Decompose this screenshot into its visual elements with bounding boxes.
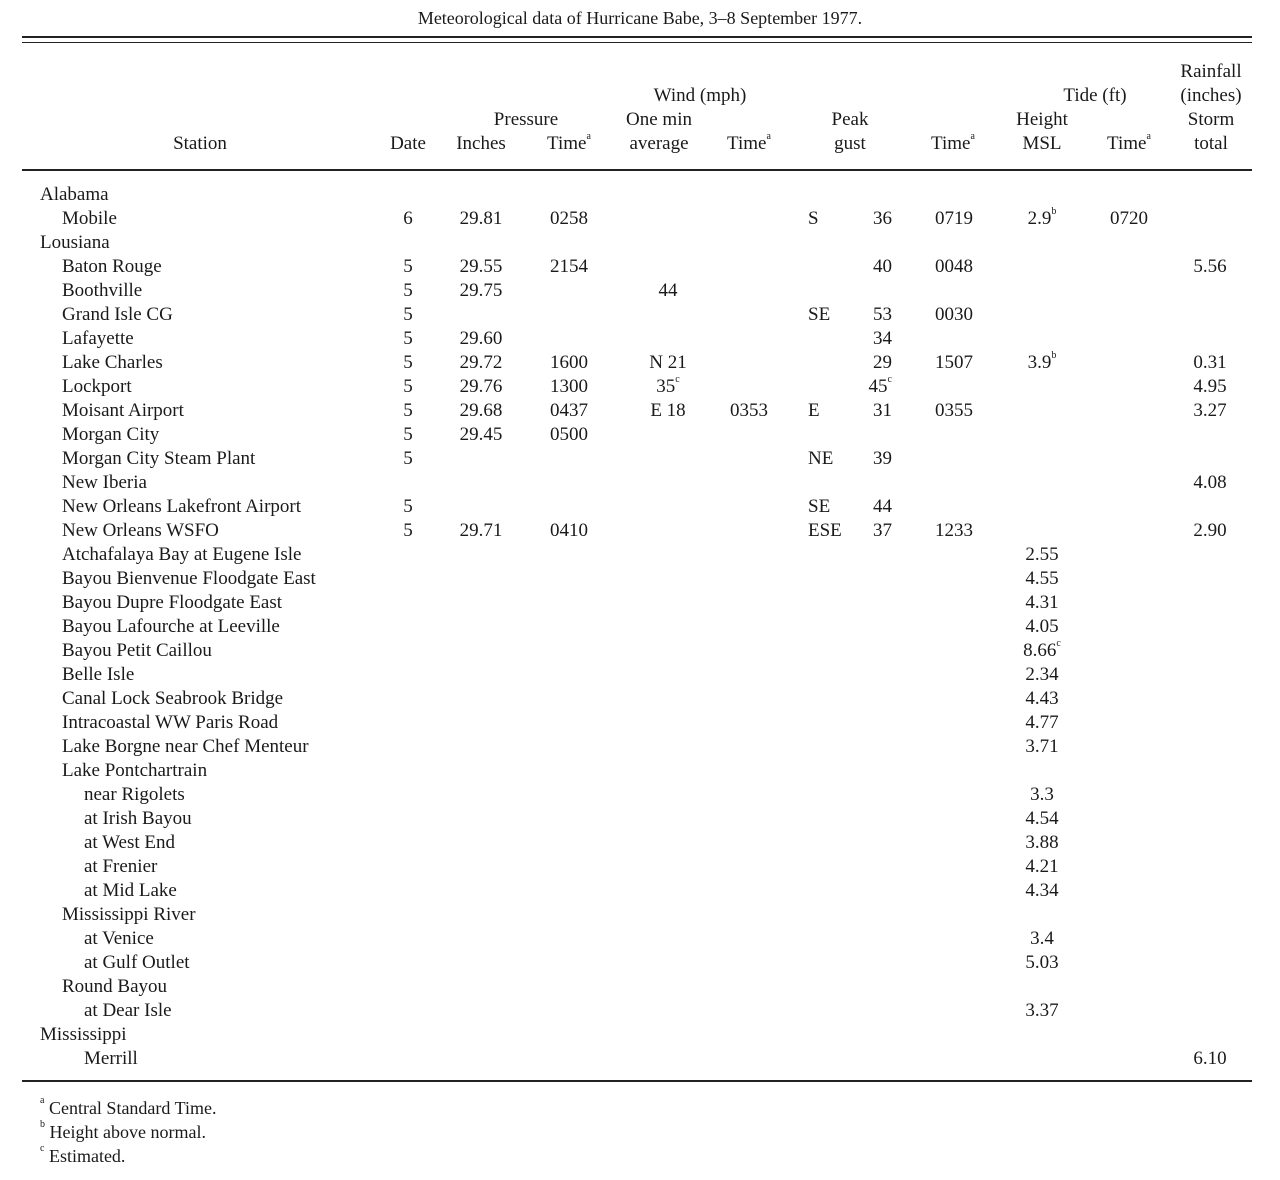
footnotes xyxy=(40,1096,216,1168)
gust-val-cell: 34 xyxy=(873,328,892,349)
footnote: $^b$ Height above normal. xyxy=(40,1119,206,1142)
rain-cell: 4.95 xyxy=(1193,376,1227,397)
station-cell: Belle Isle xyxy=(62,664,135,685)
table-row xyxy=(0,423,1280,447)
wind-cell: E 18 xyxy=(650,400,686,421)
pressure-time-cell: 2154 xyxy=(550,256,588,277)
header-tide-height: Height MSL xyxy=(1016,109,1068,154)
top-rule xyxy=(22,36,1252,38)
table-row xyxy=(0,951,1280,975)
gust-val-cell: 39 xyxy=(873,448,892,469)
table-row xyxy=(0,543,1280,567)
station-cell: Lafayette xyxy=(62,328,134,349)
wind-cell: 44 xyxy=(658,280,678,301)
station-cell: Boothville xyxy=(62,280,143,301)
pressure-time-cell: 0410 xyxy=(550,520,588,541)
tide-cell: 4.54 xyxy=(1025,808,1059,829)
header-wind: Wind (mph) xyxy=(653,85,747,106)
pressure-in-cell: 29.68 xyxy=(459,400,503,421)
rain-cell: 6.10 xyxy=(1193,1048,1227,1069)
station-cell: Canal Lock Seabrook Bridge xyxy=(62,688,284,709)
gust-time-cell: 0355 xyxy=(935,400,973,421)
pressure-in-cell: 29.76 xyxy=(459,376,503,397)
tide-cell: 4.05 xyxy=(1025,616,1059,637)
gust-time-cell: 1507 xyxy=(935,352,973,373)
rain-cell: 2.90 xyxy=(1193,520,1227,541)
header-pressure: Pressure xyxy=(493,109,559,130)
header-wind-average: One min average xyxy=(626,109,692,154)
table-row xyxy=(0,639,1280,663)
station-cell: Alabama xyxy=(40,184,109,205)
rain-cell: 0.31 xyxy=(1193,352,1227,373)
station-cell: Morgan City xyxy=(62,424,160,445)
table-row xyxy=(0,495,1280,519)
tide-cell: 3.71 xyxy=(1025,736,1059,757)
station-cell: Bayou Lafourche at Leeville xyxy=(62,616,280,637)
header-rule xyxy=(22,169,1252,171)
tide-cell: 2.9$^b$ xyxy=(1027,206,1057,229)
date-cell: 5 xyxy=(403,448,413,469)
station-cell: Bayou Petit Caillou xyxy=(62,640,212,661)
pressure-in-cell: 29.81 xyxy=(459,208,503,229)
header-pressure-inches: Inches xyxy=(456,133,506,154)
table-row xyxy=(0,183,1280,207)
gust-dir-cell: E xyxy=(808,400,820,421)
header-gust-time: Time$^a$ xyxy=(931,131,975,154)
table-row xyxy=(0,567,1280,591)
pressure-time-cell: 1300 xyxy=(550,376,588,397)
station-cell: at Mid Lake xyxy=(84,880,177,901)
rain-cell: 5.56 xyxy=(1193,256,1227,277)
header-station: Station xyxy=(173,133,227,154)
date-cell: 5 xyxy=(403,376,413,397)
table-row xyxy=(0,879,1280,903)
pressure-in-cell: 29.72 xyxy=(459,352,503,373)
table-row xyxy=(0,975,1280,999)
tide-cell: 3.37 xyxy=(1025,1000,1059,1021)
date-cell: 5 xyxy=(403,352,413,373)
header-wind-time: Time$^a$ xyxy=(727,131,771,154)
pressure-time-cell: 0258 xyxy=(550,208,588,229)
gust-dir-cell: SE xyxy=(808,496,831,517)
table-row xyxy=(0,759,1280,783)
station-cell: Morgan City Steam Plant xyxy=(62,448,256,469)
pressure-in-cell: 29.45 xyxy=(459,424,503,445)
station-cell: Merrill xyxy=(84,1048,138,1069)
table-row xyxy=(0,207,1280,231)
station-cell: near Rigolets xyxy=(84,784,185,805)
gust-time-cell: 0048 xyxy=(935,256,973,277)
gust-val-cell: 31 xyxy=(873,400,892,421)
table-row xyxy=(0,303,1280,327)
table-row xyxy=(0,327,1280,351)
date-cell: 5 xyxy=(403,304,413,325)
table-row xyxy=(0,783,1280,807)
gust-val-cell: 44 xyxy=(873,496,892,517)
gust-time-cell: 0030 xyxy=(935,304,973,325)
station-cell: Atchafalaya Bay at Eugene Isle xyxy=(62,544,302,565)
gust-time-cell: 0719 xyxy=(935,208,973,229)
gust-dir-cell: ESE xyxy=(808,520,842,541)
table-row xyxy=(0,447,1280,471)
station-cell: New Iberia xyxy=(62,472,147,493)
date-cell: 5 xyxy=(403,280,413,301)
station-cell: Lake Borgne near Chef Menteur xyxy=(62,736,309,757)
station-cell: New Orleans Lakefront Airport xyxy=(62,496,302,517)
data-table xyxy=(0,183,1280,1071)
gust-val-cell: 29 xyxy=(873,352,892,373)
station-cell: Baton Rouge xyxy=(62,256,162,277)
wind-time-cell: 0353 xyxy=(730,400,768,421)
table-row xyxy=(0,687,1280,711)
table-row xyxy=(0,711,1280,735)
tide-cell: 3.4 xyxy=(1030,928,1054,949)
gust-val-cell: 40 xyxy=(873,256,892,277)
station-cell: New Orleans WSFO xyxy=(62,520,219,541)
table-row xyxy=(0,615,1280,639)
station-cell: at Gulf Outlet xyxy=(84,952,190,973)
table-row xyxy=(0,903,1280,927)
tide-cell: 4.43 xyxy=(1025,688,1059,709)
station-cell: at West End xyxy=(84,832,175,853)
footnote: $^a$ Central Standard Time. xyxy=(40,1095,217,1118)
gust-dir-cell: S xyxy=(808,208,819,229)
pressure-in-cell: 29.60 xyxy=(459,328,503,349)
gust-val-cell: 53 xyxy=(873,304,892,325)
station-cell: Moisant Airport xyxy=(62,400,184,421)
table-row xyxy=(0,807,1280,831)
station-cell: Bayou Bienvenue Floodgate East xyxy=(62,568,316,589)
tide-cell: 3.3 xyxy=(1030,784,1054,805)
station-cell: at Dear Isle xyxy=(84,1000,172,1021)
table-row xyxy=(0,1023,1280,1047)
table-row xyxy=(0,855,1280,879)
top-rule-thin xyxy=(22,42,1252,43)
table-title: Meteorological data of Hurricane Babe, 3–8 September 1977. xyxy=(417,8,863,28)
table-row xyxy=(0,591,1280,615)
pressure-in-cell: 29.55 xyxy=(459,256,503,277)
date-cell: 6 xyxy=(403,208,413,229)
wind-cell: 35$^c$ xyxy=(656,374,680,397)
pressure-time-cell: 0500 xyxy=(550,424,588,445)
gust-val-cell: 45$^c$ xyxy=(868,374,892,397)
date-cell: 5 xyxy=(403,328,413,349)
station-cell: Lousiana xyxy=(40,232,110,253)
gust-val-cell: 37 xyxy=(873,520,892,541)
tide-cell: 4.77 xyxy=(1025,712,1059,733)
table-row xyxy=(0,255,1280,279)
table-row xyxy=(0,351,1280,375)
bottom-rule xyxy=(22,1080,1252,1082)
table-row xyxy=(0,927,1280,951)
station-cell: at Venice xyxy=(84,928,154,949)
table-row xyxy=(0,471,1280,495)
station-cell: Mississippi xyxy=(40,1024,127,1045)
table-row xyxy=(0,1047,1280,1071)
footnote: $^c$ Estimated. xyxy=(40,1143,126,1166)
pressure-in-cell: 29.71 xyxy=(459,520,503,541)
header-pressure-time: Time$^a$ xyxy=(547,131,591,154)
table-row xyxy=(0,375,1280,399)
table-row xyxy=(0,399,1280,423)
station-cell: Intracoastal WW Paris Road xyxy=(62,712,279,733)
table-row xyxy=(0,735,1280,759)
gust-time-cell: 1233 xyxy=(935,520,973,541)
date-cell: 5 xyxy=(403,400,413,421)
gust-dir-cell: SE xyxy=(808,304,831,325)
table-row xyxy=(0,231,1280,255)
wind-cell: N 21 xyxy=(649,352,687,373)
tide-cell: 4.21 xyxy=(1025,856,1059,877)
table-row xyxy=(0,519,1280,543)
rain-cell: 4.08 xyxy=(1193,472,1227,493)
tide-cell: 3.9$^b$ xyxy=(1027,350,1057,373)
date-cell: 5 xyxy=(403,256,413,277)
tide-cell: 8.66$^c$ xyxy=(1023,638,1061,661)
header-rainfall: Rainfall (inches) Storm total xyxy=(1180,61,1242,154)
table-row xyxy=(0,999,1280,1023)
tide-cell: 3.88 xyxy=(1025,832,1059,853)
station-cell: Lockport xyxy=(62,376,132,397)
station-cell: Mobile xyxy=(62,208,117,229)
tide-cell: 2.34 xyxy=(1025,664,1059,685)
table-row xyxy=(0,831,1280,855)
tide-cell: 4.31 xyxy=(1025,592,1059,613)
station-cell: Lake Pontchartrain xyxy=(62,760,208,781)
table-row xyxy=(0,279,1280,303)
header-peak-gust: Peak gust xyxy=(831,109,869,154)
gust-dir-cell: NE xyxy=(808,448,834,469)
tide-cell: 2.55 xyxy=(1025,544,1059,565)
rain-cell: 3.27 xyxy=(1193,400,1227,421)
station-cell: at Frenier xyxy=(84,856,158,877)
pressure-time-cell: 0437 xyxy=(550,400,588,421)
gust-val-cell: 36 xyxy=(873,208,892,229)
tide-time-cell: 0720 xyxy=(1110,208,1148,229)
station-cell: Grand Isle CG xyxy=(62,304,173,325)
pressure-time-cell: 1600 xyxy=(550,352,588,373)
tide-cell: 5.03 xyxy=(1025,952,1059,973)
tide-cell: 4.34 xyxy=(1025,880,1059,901)
pressure-in-cell: 29.75 xyxy=(459,280,503,301)
header-date: Date xyxy=(390,133,426,154)
header-tide: Tide (ft) xyxy=(1063,85,1127,106)
table-row xyxy=(0,663,1280,687)
date-cell: 5 xyxy=(403,496,413,517)
station-cell: at Irish Bayou xyxy=(84,808,192,829)
date-cell: 5 xyxy=(403,424,413,445)
station-cell: Round Bayou xyxy=(62,976,168,997)
station-cell: Mississippi River xyxy=(62,904,196,925)
date-cell: 5 xyxy=(403,520,413,541)
station-cell: Bayou Dupre Floodgate East xyxy=(62,592,283,613)
header-tide-time: Time$^a$ xyxy=(1107,131,1151,154)
tide-cell: 4.55 xyxy=(1025,568,1059,589)
station-cell: Lake Charles xyxy=(62,352,163,373)
